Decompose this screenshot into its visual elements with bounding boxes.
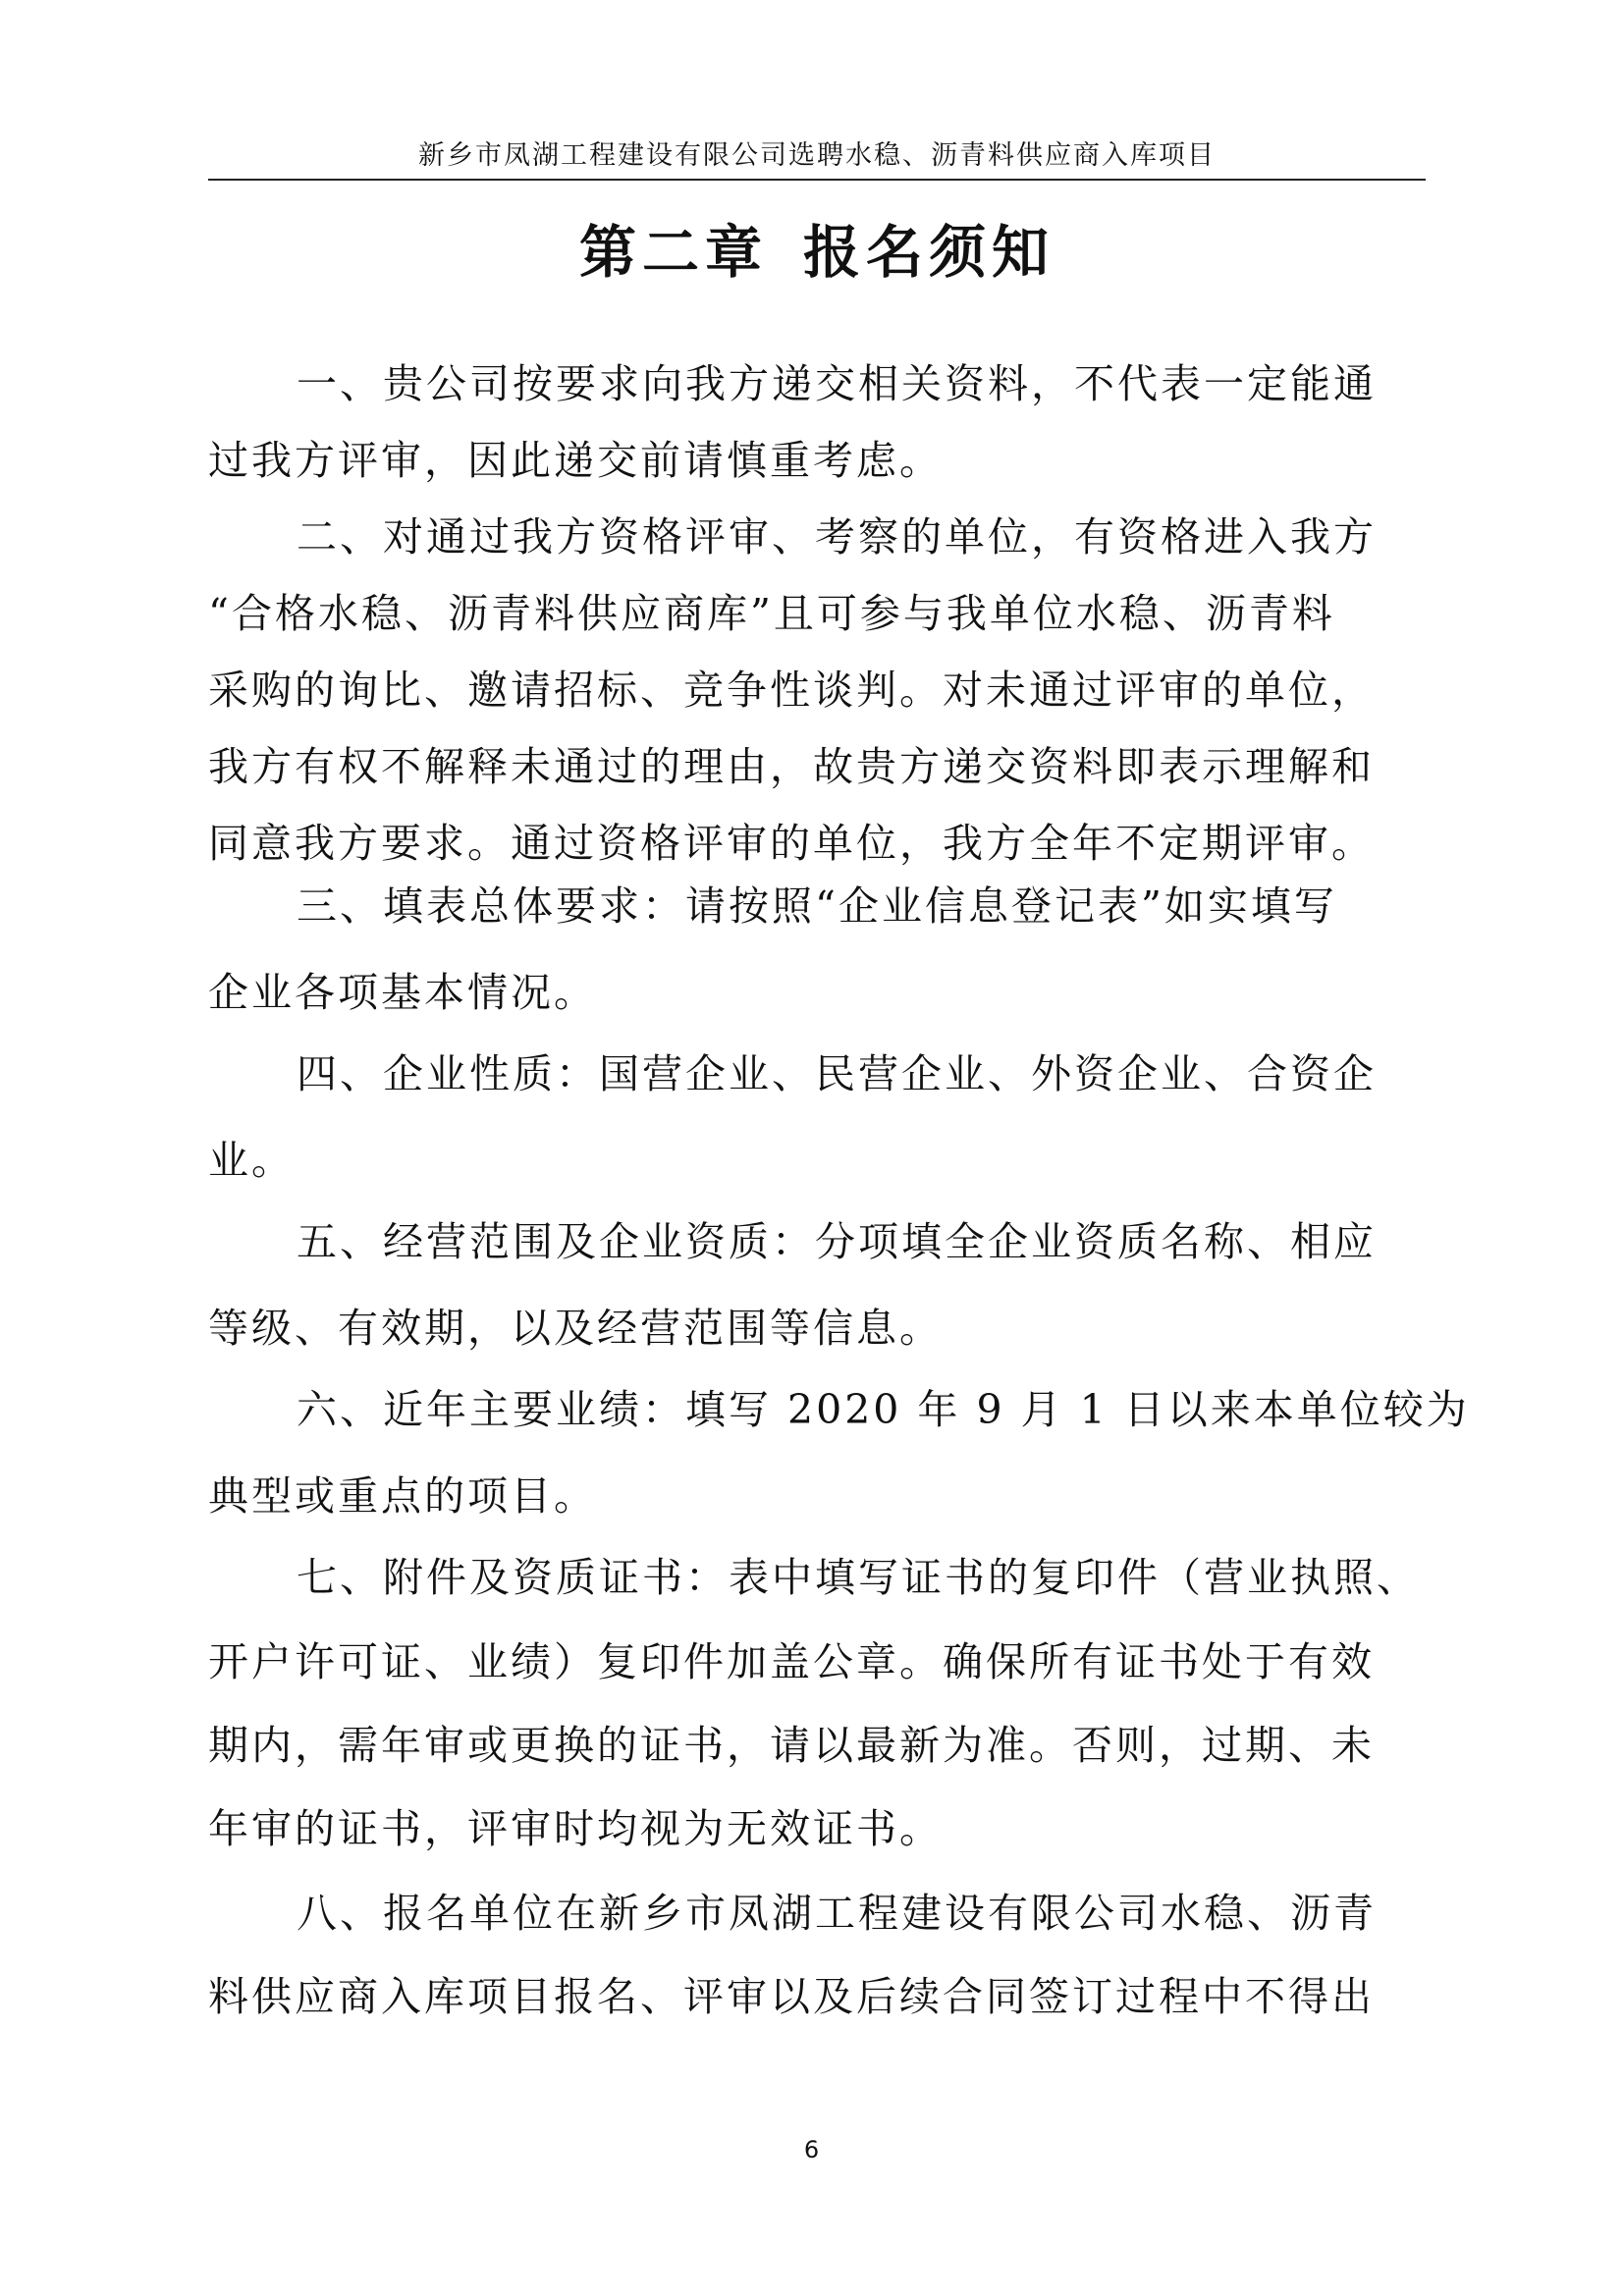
page-number: 6 — [803, 2136, 820, 2163]
paragraph-7-line-4: 年审的证书，评审时均视为无效证书。 — [208, 1805, 943, 1852]
paragraph-3-line-2: 企业各项基本情况。 — [208, 969, 597, 1016]
paragraph-1-line-1: 一、贵公司按要求向我方递交相关资料，不代表一定能通 — [297, 360, 1377, 407]
paragraph-7-line-1: 七、附件及资质证书：表中填写证书的复印件（营业执照、 — [297, 1554, 1420, 1601]
paragraph-8-line-2: 料供应商入库项目报名、评审以及后续合同签订过程中不得出 — [208, 1973, 1375, 2020]
paragraph-3-line-1: 三、填表总体要求：请按照“企业信息登记表”如实填写 — [297, 882, 1337, 930]
paragraph-5-line-1: 五、经营范围及企业资质：分项填全企业资质名称、相应 — [297, 1218, 1377, 1265]
paragraph-2-line-3: 采购的询比、邀请招标、竞争性谈判。对未通过评审的单位， — [208, 667, 1375, 714]
paragraph-5-line-2: 等级、有效期，以及经营范围等信息。 — [208, 1305, 943, 1352]
paragraph-2-line-5: 同意我方要求。通过资格评审的单位，我方全年不定期评审。 — [208, 820, 1375, 867]
chapter-title — [208, 218, 1426, 287]
paragraph-2-line-4: 我方有权不解释未通过的理由，故贵方递交资料即表示理解和 — [208, 743, 1375, 790]
chapter-number: 第二章 — [578, 219, 768, 286]
paragraph-6-line-2: 典型或重点的项目。 — [208, 1472, 597, 1520]
paragraph-6-line-1: 六、近年主要业绩：填写 2020 年 9 月 1 日以来本单位较为 — [297, 1386, 1470, 1433]
paragraph-8-line-1: 八、报名单位在新乡市凤湖工程建设有限公司水稳、沥青 — [297, 1890, 1377, 1937]
paragraph-7-line-2: 开户许可证、业绩）复印件加盖公章。确保所有证书处于有效 — [208, 1638, 1375, 1685]
chapter-name: 报名须知 — [803, 219, 1055, 286]
paragraph-4-line-2: 业。 — [208, 1137, 295, 1184]
running-header: 新乡市凤湖工程建设有限公司选聘水稳、沥青料供应商入库项目 — [418, 140, 1216, 171]
paragraph-4-line-1: 四、企业性质：国营企业、民营企业、外资企业、合资企 — [297, 1050, 1377, 1097]
paragraph-2-line-2: “合格水稳、沥青料供应商库”且可参与我单位水稳、沥青料 — [208, 590, 1335, 637]
header-divider — [208, 179, 1426, 181]
paragraph-1-line-2: 过我方评审，因此递交前请慎重考虑。 — [208, 437, 943, 484]
paragraph-2-line-1: 二、对通过我方资格评审、考察的单位，有资格进入我方 — [297, 513, 1377, 561]
paragraph-7-line-3: 期内，需年审或更换的证书，请以最新为准。否则，过期、未 — [208, 1722, 1375, 1769]
